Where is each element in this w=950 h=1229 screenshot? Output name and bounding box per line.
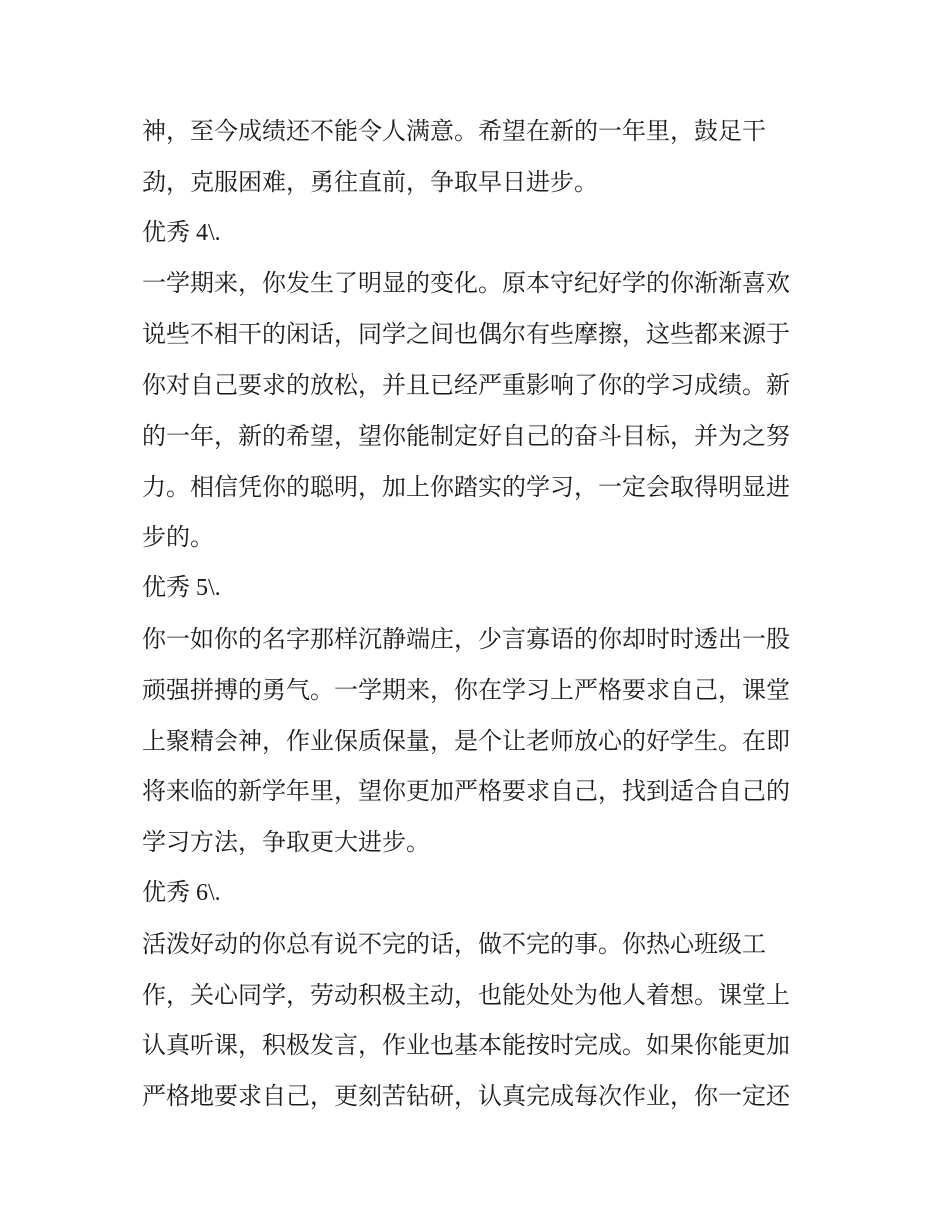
- paragraph-line: 将来临的新学年里，望你更加严格要求自己，找到适合自己的: [142, 777, 790, 806]
- paragraph-line: 上聚精会神，作业保质保量，是个让老师放心的好学生。在即: [142, 726, 790, 755]
- paragraph-line: 认真听课，积极发言，作业也基本能按时完成。如果你能更加: [142, 1031, 790, 1060]
- paragraph-line: 活泼好动的你总有说不完的话，做不完的事。你热心班级工: [142, 929, 766, 958]
- paragraph-line: 你对自己要求的放松，并且已经严重影响了你的学习成绩。新: [142, 370, 790, 399]
- paragraph-line: 你一如你的名字那样沉静端庄，少言寡语的你却时时透出一股: [142, 624, 790, 653]
- paragraph-line: 劲，克服困难，勇往直前，争取早日进步。: [142, 167, 598, 196]
- paragraph-line: 步的。: [142, 523, 214, 552]
- paragraph-line: 顽强拼搏的勇气。一学期来，你在学习上严格要求自己，课堂: [142, 675, 790, 704]
- paragraph-line: 一学期来，你发生了明显的变化。原本守纪好学的你渐渐喜欢: [142, 269, 790, 298]
- paragraph-line: 作，关心同学，劳动积极主动，也能处处为他人着想。课堂上: [142, 980, 790, 1009]
- paragraph-line: 神，至今成绩还不能令人满意。希望在新的一年里，鼓足干: [142, 117, 766, 145]
- paragraph-line: 力。相信凭你的聪明，加上你踏实的学习，一定会取得明显进: [142, 472, 790, 501]
- document-text: [142, 106, 822, 1122]
- paragraph-line: 的一年，新的希望，望你能制定好自己的奋斗目标，并为之努: [142, 421, 790, 450]
- section-heading: 优秀 5\.: [142, 575, 221, 602]
- section-heading: 优秀 4\.: [142, 219, 221, 246]
- paragraph-line: 说些不相干的闲话，同学之间也偶尔有些摩擦，这些都来源于: [142, 320, 790, 349]
- section-heading: 优秀 6\.: [142, 879, 221, 906]
- paragraph-line: 学习方法，争取更大进步。: [142, 828, 430, 857]
- paragraph-line: 严格地要求自己，更刻苦钻研，认真完成每次作业，你一定还: [142, 1082, 790, 1111]
